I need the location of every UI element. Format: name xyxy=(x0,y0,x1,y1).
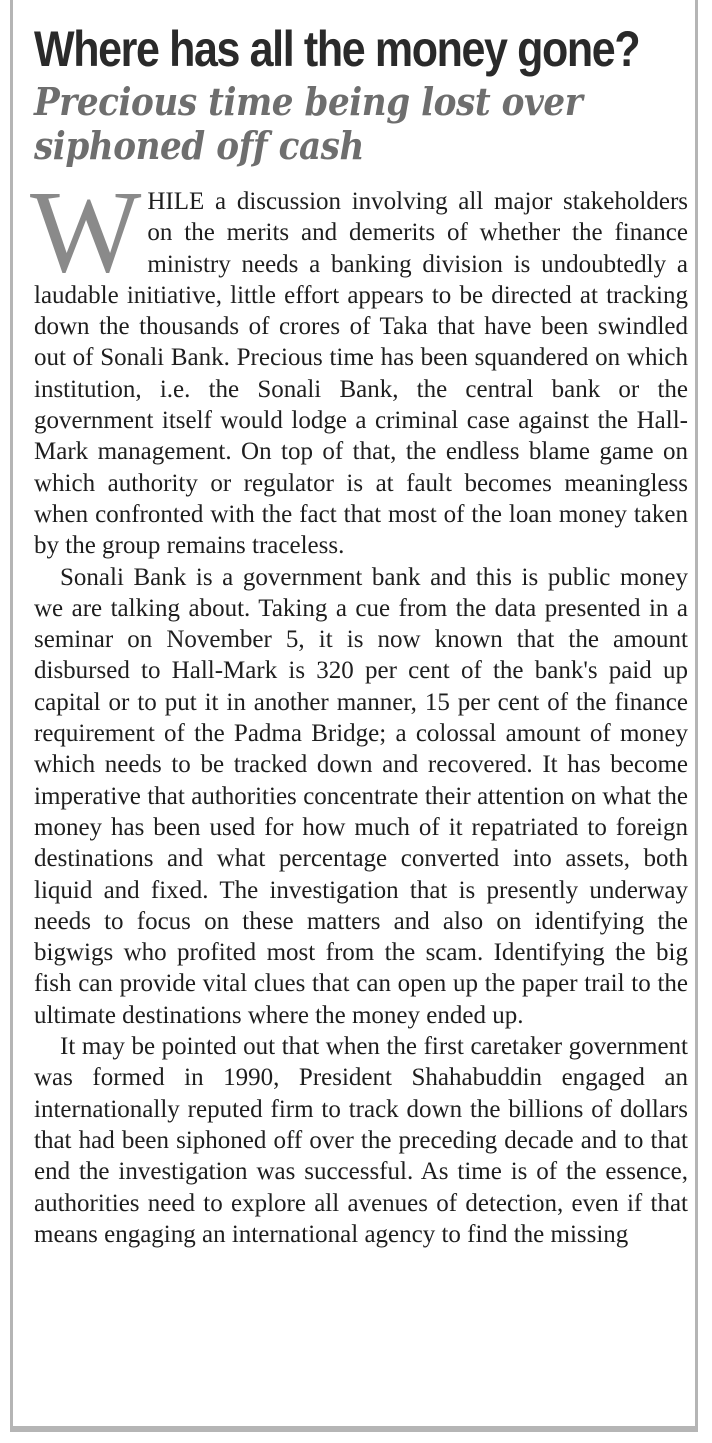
article xyxy=(30,20,688,1250)
paragraph-2: Sonali Bank is a government bank and this is public money we are talking about. Taking a cue from the data presented in a seminar on November 5, it is now known that the amount disbursed to Hall-Mark is 320 per cent of the bank's paid up capital or to put it in another manner, 15 per cent of the finance requirement of the Padma Bridge; a colossal amount of money which needs to be tracked down and recovered. It has become imperative that authorities concentrate their attention on what the money has been used for how much of it repatriated to foreign destinations and what percentage converted into assets, both liquid and fixed. The investigation that is presently underway needs to focus on these matters and also on identifying the bigwigs who profited most from the scam. Identifying the big fish can provide vital clues that can open up the paper trail to the ultimate destinations where the money ended up. xyxy=(34,563,688,1029)
paragraph-1-text: HILE a discussion involving all major stakeholders on the merits and demerits of whether the finance ministry needs a banking division is undoubtedly a laudable initiative, little effort appears to be directed at tracking down the thousands of crores of Taka that have been swindled out of Sonali Bank. Precious time has been squandered on which institution, i.e. the Sonali Bank, the central bank or the government itself would lodge a criminal case against the Hall-Mark management. On top of that, the endless blame game on which authority or regulator is at fault becomes meaningless when confronted with the fact that most of the loan money taken by the group remains traceless. xyxy=(34,188,688,560)
headline: Where has all the money gone? xyxy=(34,21,640,77)
article-body xyxy=(30,166,688,1250)
subheadline: Precious time being lost over siphoned off cash xyxy=(34,79,583,168)
drop-cap: W xyxy=(30,166,142,297)
paragraph-1 xyxy=(30,166,688,562)
paragraph-3: It may be pointed out that when the first caretaker government was formed in 1990, President Shahabuddin engaged an internationally reputed firm to track down the billions of dollars that had been siphoned off over the preceding decade and to that end the investigation was successful. As time is of the essence, authorities need to explore all avenues of detection, even if that means engaging an international agency to find the missing xyxy=(34,1033,688,1248)
